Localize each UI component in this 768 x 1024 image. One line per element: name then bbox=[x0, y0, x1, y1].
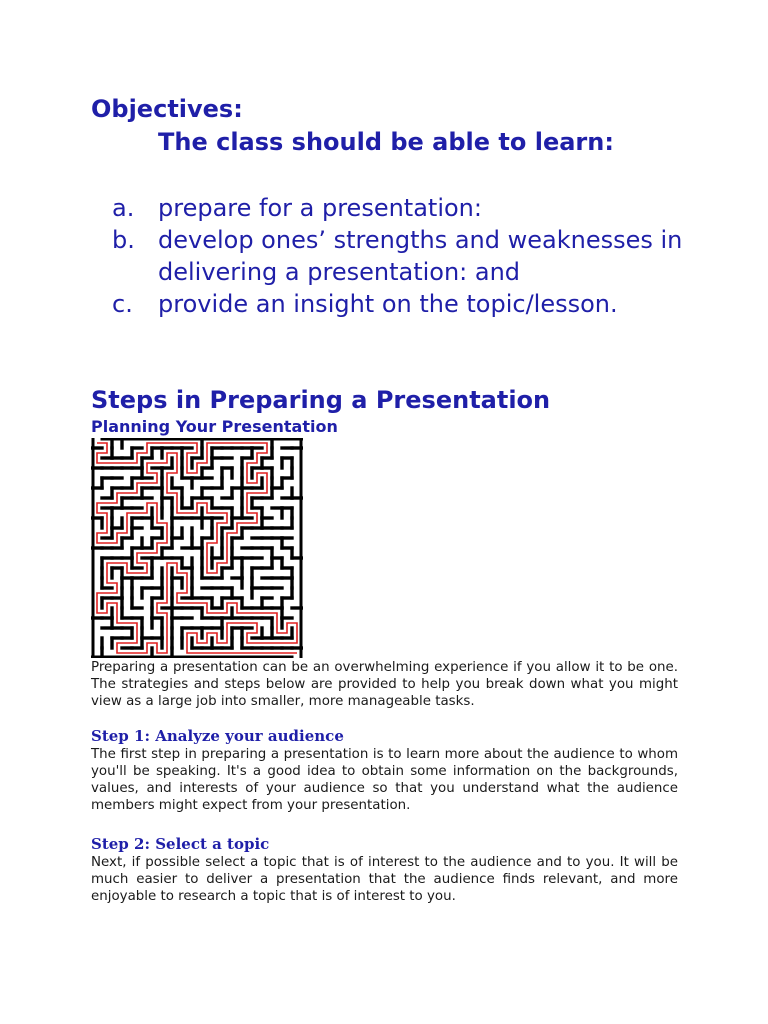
objective-item-a bbox=[112, 192, 712, 224]
step1-paragraph: The first step in preparing a presentation is to learn more about the audience to whom you'll be speaking. It's a good idea to obtain some information on the backgrounds, values, and interests of your audience so that you understand what the audience members might expect from your presentation. bbox=[91, 747, 678, 813]
objective-text: provide an insight on the topic/lesson. bbox=[158, 290, 618, 318]
objectives-title: Objectives: bbox=[91, 95, 243, 123]
planning-title: Planning Your Presentation bbox=[91, 417, 338, 436]
objective-text: prepare for a presentation: bbox=[158, 194, 482, 222]
step2-heading: Step 2: Select a topic bbox=[91, 835, 270, 853]
step1-heading: Step 1: Analyze your audience bbox=[91, 727, 344, 745]
objectives-subtitle: The class should be able to learn: bbox=[158, 128, 614, 156]
steps-title: Steps in Preparing a Presentation bbox=[91, 386, 551, 414]
objectives-list bbox=[112, 192, 712, 320]
step2-paragraph: Next, if possible select a topic that is of interest to the audience and to you. It will be much easier to deliver a presentation that the audience finds relevant, and more enjoyable to research a topic that is of interest to you. bbox=[91, 855, 678, 904]
intro-paragraph: Preparing a presentation can be an overwhelming experience if you allow it to be one. The strategies and steps below are provided to help you break down what you might view as a large job into smaller, more manageable tasks. bbox=[91, 660, 678, 709]
objective-letter: a. bbox=[112, 194, 135, 222]
objective-text: develop ones’ strengths and weaknesses in delivering a presentation: and bbox=[158, 226, 683, 286]
objective-letter: b. bbox=[112, 226, 135, 254]
maze-image bbox=[91, 438, 303, 658]
objective-letter: c. bbox=[112, 290, 133, 318]
objective-item-b bbox=[112, 224, 712, 288]
objective-item-c bbox=[112, 288, 712, 320]
